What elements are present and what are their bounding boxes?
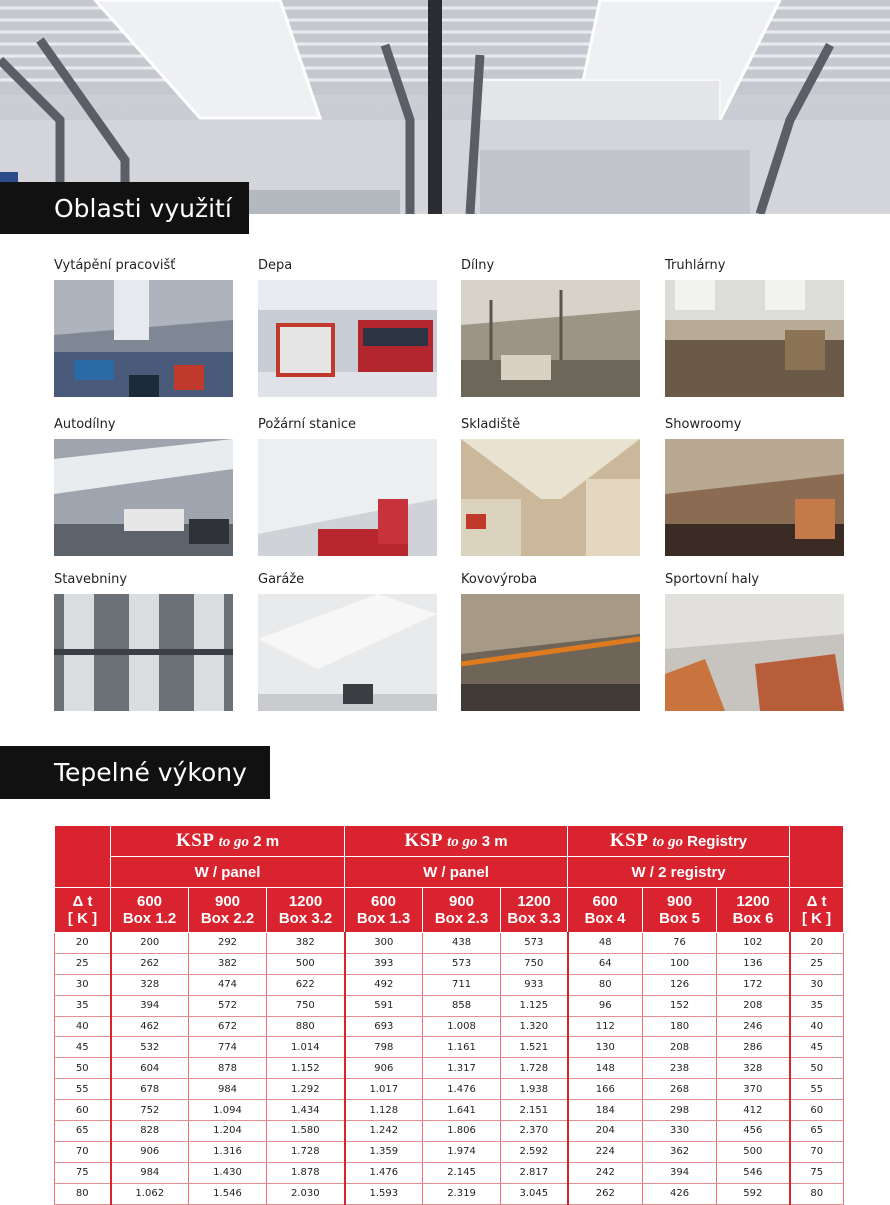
output-cell: 300 [345, 933, 423, 954]
gallery-caption: Vytápění pracovišť [54, 258, 176, 273]
warehouses-photo [461, 439, 640, 556]
dt-cell: 70 [55, 1141, 111, 1162]
table-row [55, 1183, 844, 1204]
table-row [55, 995, 844, 1016]
table-row [55, 1100, 844, 1121]
output-cell: 208 [717, 995, 790, 1016]
dt-cell: 35 [790, 995, 844, 1016]
output-cell: 1.521 [501, 1037, 568, 1058]
gallery-caption: Dílny [461, 258, 495, 273]
gallery-tile-showrooms [665, 417, 844, 556]
column-header: 600 Box 1.2 [111, 888, 189, 933]
heat-output-table [54, 826, 843, 1205]
table-row [55, 1037, 844, 1058]
output-cell: 394 [111, 995, 189, 1016]
output-cell: 112 [568, 1016, 643, 1037]
output-cell: 1.359 [345, 1141, 423, 1162]
gallery-tile-workshops [461, 258, 640, 397]
output-cell: 591 [345, 995, 423, 1016]
output-cell: 180 [643, 1016, 717, 1037]
output-cell: 382 [267, 933, 345, 954]
output-cell: 500 [717, 1141, 790, 1162]
output-cell: 238 [643, 1058, 717, 1079]
output-cell: 76 [643, 933, 717, 954]
gallery-caption: Stavebniny [54, 572, 128, 587]
unit-header-3m: W / panel [345, 857, 568, 888]
dt-cell: 45 [55, 1037, 111, 1058]
output-cell: 394 [643, 1162, 717, 1183]
output-cell: 48 [568, 933, 643, 954]
output-cell: 750 [267, 995, 345, 1016]
output-cell: 362 [643, 1141, 717, 1162]
dt-cell: 20 [55, 933, 111, 954]
output-cell: 2.145 [423, 1162, 501, 1183]
column-header: 1200 Box 3.2 [267, 888, 345, 933]
output-cell: 100 [643, 953, 717, 974]
gallery-tile-fire-stations [258, 417, 437, 556]
output-cell: 933 [501, 974, 568, 995]
output-cell: 1.974 [423, 1141, 501, 1162]
dt-cell: 80 [55, 1183, 111, 1204]
dt-cell: 25 [55, 953, 111, 974]
output-cell: 462 [111, 1016, 189, 1037]
table-row [55, 1162, 844, 1183]
output-cell: 184 [568, 1100, 643, 1121]
output-cell: 330 [643, 1121, 717, 1142]
gallery-tile-builders-merchants [54, 572, 233, 711]
table-row [55, 1016, 844, 1037]
output-cell: 573 [501, 933, 568, 954]
table-row [55, 1058, 844, 1079]
output-cell: 1.316 [189, 1141, 267, 1162]
garages-photo [258, 594, 437, 711]
output-cell: 1.125 [501, 995, 568, 1016]
gallery-tile-warehouses [461, 417, 640, 556]
output-cell: 1.878 [267, 1162, 345, 1183]
dt-cell: 60 [790, 1100, 844, 1121]
gallery-caption: Autodílny [54, 417, 116, 432]
output-cell: 1.728 [501, 1058, 568, 1079]
output-cell: 474 [189, 974, 267, 995]
output-cell: 500 [267, 953, 345, 974]
output-cell: 906 [111, 1141, 189, 1162]
output-cell: 152 [643, 995, 717, 1016]
gallery-tile-workplace-heating [54, 258, 233, 397]
gallery-caption: Sportovní haly [665, 572, 760, 587]
heat-output-heading: Tepelné výkony [0, 746, 270, 799]
output-cell: 80 [568, 974, 643, 995]
output-cell: 1.434 [267, 1100, 345, 1121]
output-cell: 880 [267, 1016, 345, 1037]
output-cell: 1.128 [345, 1100, 423, 1121]
output-cell: 1.014 [267, 1037, 345, 1058]
output-cell: 1.094 [189, 1100, 267, 1121]
column-header: 1200 Box 3.3 [501, 888, 568, 933]
output-cell: 328 [111, 974, 189, 995]
output-cell: 1.938 [501, 1079, 568, 1100]
output-cell: 750 [501, 953, 568, 974]
output-cell: 752 [111, 1100, 189, 1121]
dt-cell: 65 [55, 1121, 111, 1142]
output-cell: 2.370 [501, 1121, 568, 1142]
output-cell: 858 [423, 995, 501, 1016]
output-cell: 1.593 [345, 1183, 423, 1204]
dt-header-spacer-right [790, 826, 844, 888]
output-cell: 148 [568, 1058, 643, 1079]
table-row [55, 1121, 844, 1142]
output-cell: 96 [568, 995, 643, 1016]
output-cell: 2.030 [267, 1183, 345, 1204]
sports-halls-photo [665, 594, 844, 711]
output-cell: 678 [111, 1079, 189, 1100]
output-cell: 672 [189, 1016, 267, 1037]
dt-cell: 40 [55, 1016, 111, 1037]
table-row [55, 1141, 844, 1162]
output-cell: 2.319 [423, 1183, 501, 1204]
output-cell: 292 [189, 933, 267, 954]
output-cell: 426 [643, 1183, 717, 1204]
dt-cell: 20 [790, 933, 844, 954]
output-cell: 1.580 [267, 1121, 345, 1142]
dt-cell: 50 [55, 1058, 111, 1079]
output-cell: 208 [643, 1037, 717, 1058]
output-cell: 693 [345, 1016, 423, 1037]
column-header: 900 Box 2.2 [189, 888, 267, 933]
table-row [55, 974, 844, 995]
dt-cell: 40 [790, 1016, 844, 1037]
dt-cell: 55 [790, 1079, 844, 1100]
workshops-photo [461, 280, 640, 397]
dt-cell: 55 [55, 1079, 111, 1100]
output-cell: 532 [111, 1037, 189, 1058]
output-cell: 328 [717, 1058, 790, 1079]
gallery-tile-carpentry [665, 258, 844, 397]
output-cell: 878 [189, 1058, 267, 1079]
output-cell: 546 [717, 1162, 790, 1183]
dt-cell: 65 [790, 1121, 844, 1142]
group-header-registry: KSP to go Registry [568, 826, 790, 857]
depots-photo [258, 280, 437, 397]
output-cell: 126 [643, 974, 717, 995]
gallery-tile-garages [258, 572, 437, 711]
output-cell: 1.728 [267, 1141, 345, 1162]
output-cell: 262 [568, 1183, 643, 1204]
unit-header-2m: W / panel [111, 857, 345, 888]
gallery-tile-depots [258, 258, 437, 397]
unit-header-registry: W / 2 registry [568, 857, 790, 888]
dt-cell: 70 [790, 1141, 844, 1162]
output-cell: 984 [189, 1079, 267, 1100]
output-cell: 102 [717, 933, 790, 954]
output-cell: 172 [717, 974, 790, 995]
group-header-3m: KSP to go 3 m [345, 826, 568, 857]
output-cell: 64 [568, 953, 643, 974]
column-header: 900 Box 5 [643, 888, 717, 933]
output-cell: 1.476 [345, 1162, 423, 1183]
output-cell: 1.017 [345, 1079, 423, 1100]
car-workshops-photo [54, 439, 233, 556]
output-cell: 2.817 [501, 1162, 568, 1183]
output-cell: 1.161 [423, 1037, 501, 1058]
output-cell: 382 [189, 953, 267, 974]
output-cell: 1.476 [423, 1079, 501, 1100]
output-cell: 438 [423, 933, 501, 954]
gallery-caption: Garáže [258, 572, 305, 587]
output-cell: 592 [717, 1183, 790, 1204]
dt-column-header-left: Δ t [ K ] [55, 888, 111, 933]
dt-cell: 75 [790, 1162, 844, 1183]
output-cell: 224 [568, 1141, 643, 1162]
dt-cell: 30 [790, 974, 844, 995]
output-cell: 774 [189, 1037, 267, 1058]
table-row [55, 933, 844, 954]
showrooms-photo [665, 439, 844, 556]
output-cell: 1.204 [189, 1121, 267, 1142]
output-cell: 456 [717, 1121, 790, 1142]
output-cell: 1.430 [189, 1162, 267, 1183]
dt-cell: 25 [790, 953, 844, 974]
dt-cell: 45 [790, 1037, 844, 1058]
output-cell: 298 [643, 1100, 717, 1121]
output-cell: 1.242 [345, 1121, 423, 1142]
table-body [55, 933, 844, 1205]
carpentry-photo [665, 280, 844, 397]
output-cell: 2.592 [501, 1141, 568, 1162]
output-cell: 573 [423, 953, 501, 974]
column-header: 1200 Box 6 [717, 888, 790, 933]
output-cell: 492 [345, 974, 423, 995]
dt-header-spacer-left [55, 826, 111, 888]
output-cell: 1.806 [423, 1121, 501, 1142]
gallery-tile-metalworking [461, 572, 640, 711]
column-header: 600 Box 4 [568, 888, 643, 933]
column-header: 900 Box 2.3 [423, 888, 501, 933]
gallery-caption: Skladiště [461, 417, 521, 432]
output-cell: 1.641 [423, 1100, 501, 1121]
output-cell: 262 [111, 953, 189, 974]
output-cell: 2.151 [501, 1100, 568, 1121]
gallery-tile-sports-halls [665, 572, 844, 711]
output-cell: 1.292 [267, 1079, 345, 1100]
output-cell: 828 [111, 1121, 189, 1142]
workplace-heating-photo [54, 280, 233, 397]
dt-cell: 75 [55, 1162, 111, 1183]
metalworking-photo [461, 594, 640, 711]
output-cell: 370 [717, 1079, 790, 1100]
output-cell: 1.546 [189, 1183, 267, 1204]
output-cell: 268 [643, 1079, 717, 1100]
dt-cell: 35 [55, 995, 111, 1016]
dt-cell: 30 [55, 974, 111, 995]
builders-merchants-photo [54, 594, 233, 711]
output-cell: 393 [345, 953, 423, 974]
output-cell: 622 [267, 974, 345, 995]
output-cell: 1.317 [423, 1058, 501, 1079]
dt-cell: 80 [790, 1183, 844, 1204]
usage-areas-heading: Oblasti využití [0, 182, 249, 234]
output-cell: 604 [111, 1058, 189, 1079]
output-cell: 1.062 [111, 1183, 189, 1204]
table-row [55, 1079, 844, 1100]
output-cell: 906 [345, 1058, 423, 1079]
output-cell: 798 [345, 1037, 423, 1058]
fire-stations-photo [258, 439, 437, 556]
output-cell: 412 [717, 1100, 790, 1121]
output-cell: 204 [568, 1121, 643, 1142]
gallery-caption: Showroomy [665, 417, 742, 432]
group-header-2m: KSP to go 2 m [111, 826, 345, 857]
output-cell: 1.008 [423, 1016, 501, 1037]
output-cell: 984 [111, 1162, 189, 1183]
output-cell: 572 [189, 995, 267, 1016]
output-cell: 711 [423, 974, 501, 995]
dt-column-header-right: Δ t [ K ] [790, 888, 844, 933]
gallery-caption: Kovovýroba [461, 572, 538, 587]
output-cell: 130 [568, 1037, 643, 1058]
gallery-caption: Truhlárny [665, 258, 726, 273]
gallery-caption: Depa [258, 258, 293, 273]
gallery-caption: Požární stanice [258, 417, 357, 432]
output-cell: 200 [111, 933, 189, 954]
output-cell: 166 [568, 1079, 643, 1100]
gallery-tile-car-workshops [54, 417, 233, 556]
output-cell: 242 [568, 1162, 643, 1183]
output-cell: 136 [717, 953, 790, 974]
column-header: 600 Box 1.3 [345, 888, 423, 933]
output-cell: 1.320 [501, 1016, 568, 1037]
table-row [55, 953, 844, 974]
output-cell: 3.045 [501, 1183, 568, 1204]
dt-cell: 60 [55, 1100, 111, 1121]
dt-cell: 50 [790, 1058, 844, 1079]
output-cell: 286 [717, 1037, 790, 1058]
output-cell: 1.152 [267, 1058, 345, 1079]
output-cell: 246 [717, 1016, 790, 1037]
